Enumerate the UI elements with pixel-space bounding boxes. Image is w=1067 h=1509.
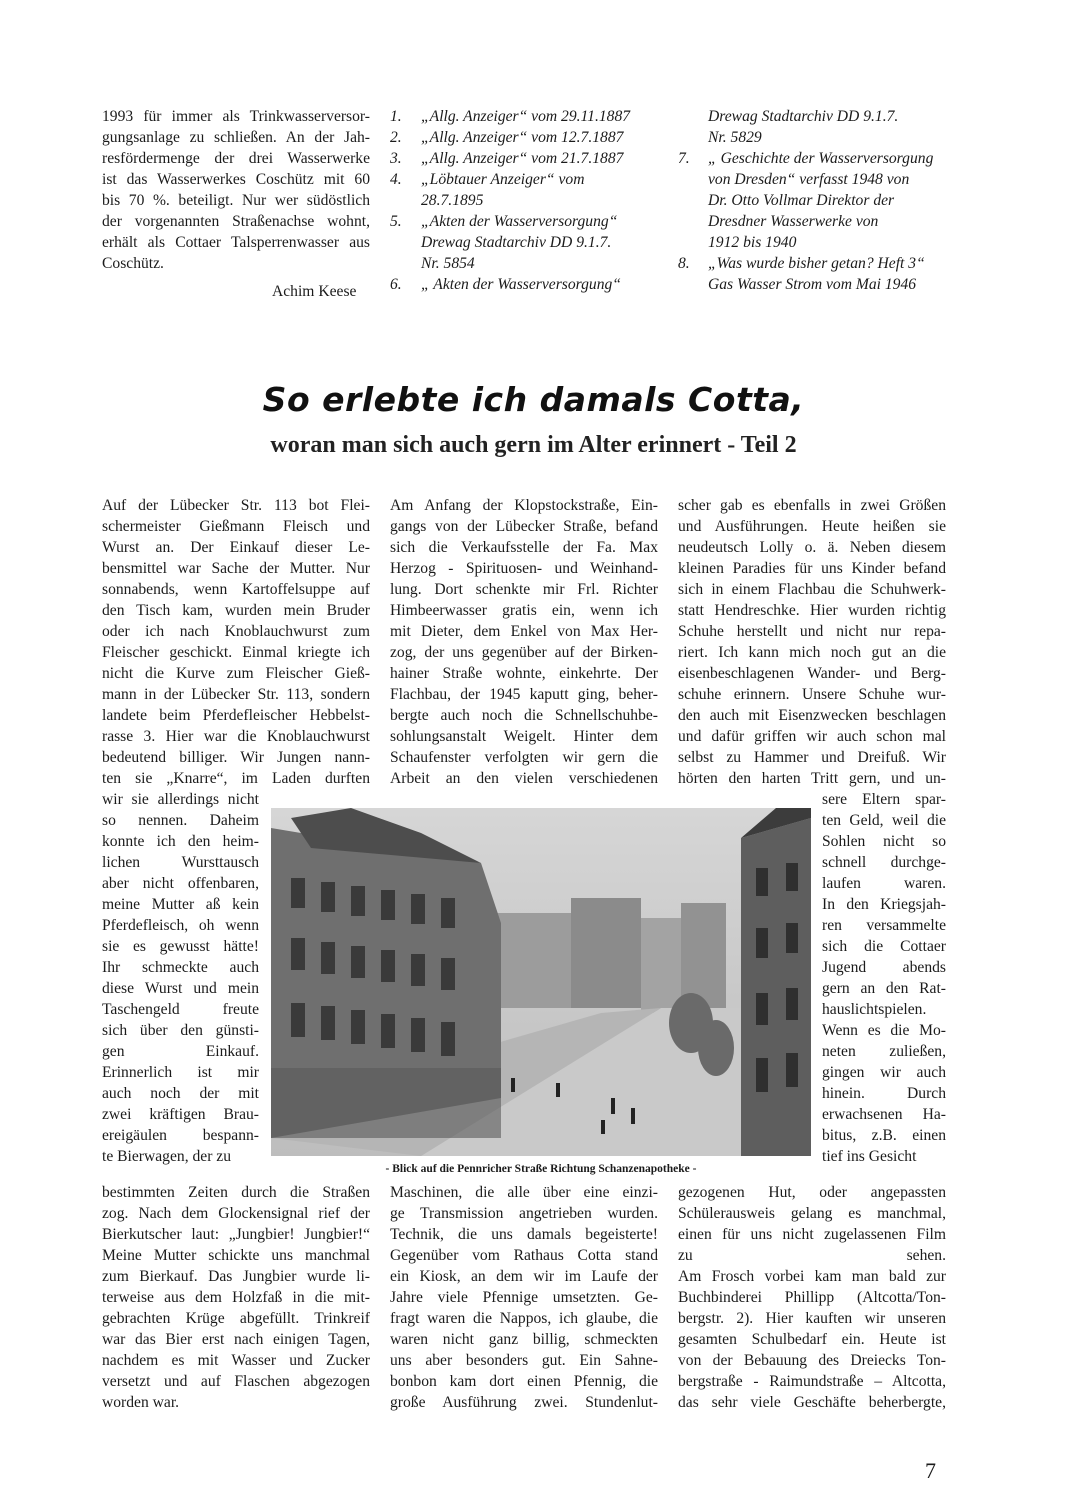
reference-number: 2. bbox=[390, 129, 402, 146]
reference-text: „Löbtauer Anzeiger“ vom bbox=[421, 171, 585, 188]
text-line: das sehr viele Geschäfte beherbergte, bbox=[678, 1394, 946, 1411]
reference-text: „Allg. Anzeiger“ vom 21.7.1887 bbox=[421, 150, 624, 167]
reference-text: „Allg. Anzeiger“ vom 12.7.1887 bbox=[421, 129, 624, 146]
text-line: oder ich nach Knoblauchwurst zum bbox=[102, 623, 370, 640]
text-line: Arbeit an den vielen verschiedenen bbox=[390, 770, 658, 787]
reference-text: „ Geschichte der Wasserversorgung bbox=[708, 150, 934, 167]
text-line: hainer Straße wohnte, einkehrte. Der bbox=[390, 665, 658, 682]
text-line: rasse 3. Hier war die Knoblauchwurst bbox=[102, 728, 370, 745]
text-line: schermeister Gießmann Fleisch und bbox=[102, 518, 370, 535]
text-line: Technik, die uns damals begeisterte! bbox=[390, 1226, 658, 1243]
text-line: bis 70 %. beteiligt. Nur wer südöstlich bbox=[102, 192, 370, 209]
reference-text: Nr. 5854 bbox=[421, 255, 475, 272]
text-line: Pferdefleisch, oh wenn bbox=[102, 917, 259, 934]
text-line: Coschütz. bbox=[102, 255, 164, 272]
text-line: ge Transmission angetrieben wurden. bbox=[390, 1205, 658, 1222]
text-line: ten sie „Knarre“, im Laden durften bbox=[102, 770, 370, 787]
text-line: aber nicht offenbaren, bbox=[102, 875, 259, 892]
reference-text: von Dresden“ verfasst 1948 von bbox=[708, 171, 910, 188]
text-line: sich die Cottaer bbox=[822, 938, 946, 955]
text-line: zog, der uns gegenüber auf der Birken- bbox=[390, 644, 658, 661]
reference-text: 1912 bis 1940 bbox=[708, 234, 797, 251]
text-line: lung. Dort schenkte mir Frl. Richter bbox=[390, 581, 658, 598]
text-line: Am Frosch vorbei kam man bald zur bbox=[678, 1268, 946, 1285]
text-line: bonbon kam dort einen Pfennig, die bbox=[390, 1373, 658, 1390]
text-line: In den Kriegsjah- bbox=[822, 896, 946, 913]
text-line: gungsanlage zu schließen. An der Jah- bbox=[102, 129, 370, 146]
text-line: sonnabends, wenn Kartoffelsuppe auf bbox=[102, 581, 370, 598]
text-line: Flachbau, der 1945 kaputt ging, beher- bbox=[390, 686, 658, 703]
text-line: sere Eltern spar- bbox=[822, 791, 946, 808]
text-line: 1993 für immer als Trinkwasserversor- bbox=[102, 108, 370, 125]
text-line: hauslichtspielen. bbox=[822, 1001, 927, 1018]
text-line: der vorgenannten Straßenachse wohnt, bbox=[102, 213, 370, 230]
text-line: riert. Ich kann mich noch gut an die bbox=[678, 644, 946, 661]
reference-text: Drewag Stadtarchiv DD 9.1.7. bbox=[421, 234, 612, 251]
text-line: von der Bebauung des Dreiecks Ton- bbox=[678, 1352, 946, 1369]
reference-number: 8. bbox=[678, 255, 690, 272]
text-line: kleinen Paradies für uns Kinder befand bbox=[678, 560, 946, 577]
text-line: ren versammelte bbox=[822, 917, 946, 934]
page-number: 7 bbox=[925, 1458, 936, 1483]
text-line: hinein. Durch bbox=[822, 1085, 946, 1102]
text-line: Gegenüber vom Rathaus Cotta stand bbox=[390, 1247, 658, 1264]
text-line: gebrachten Krüge abgefüllt. Trinkreif bbox=[102, 1310, 370, 1327]
reference-text: Dr. Otto Vollmar Direktor der bbox=[708, 192, 895, 209]
text-line: lichen Wursttausch bbox=[102, 854, 259, 871]
text-line: versetzt und auf Flaschen abgezogen bbox=[102, 1373, 370, 1390]
text-line: Am Anfang der Klopstockstraße, Ein- bbox=[390, 497, 658, 514]
text-line: konnte ich den heim- bbox=[102, 833, 259, 850]
text-line: nicht die Kurve zum Fleischer Gieß- bbox=[102, 665, 370, 682]
text-line: laufen waren. bbox=[822, 875, 946, 892]
text-line: diese Wurst und mein bbox=[102, 980, 259, 997]
text-line: terweise aus dem Holzfaß in die mit- bbox=[102, 1289, 370, 1306]
text-line: ein Kiosk, an dem wir im Laufe der bbox=[390, 1268, 658, 1285]
text-line: resfördermenge der drei Wasserwerke bbox=[102, 150, 370, 167]
reference-number: 1. bbox=[390, 108, 402, 125]
text-line: statt Hendreschke. Hier wurden richtig bbox=[678, 602, 946, 619]
text-line: Ihr schmeckte auch bbox=[102, 959, 259, 976]
text-line: Sohlen nicht so bbox=[822, 833, 946, 850]
text-line: Schülerausweis gelang es manchmal, bbox=[678, 1205, 946, 1222]
text-line: ten Geld, weil die bbox=[822, 812, 946, 829]
text-line: Wenn es die Mo- bbox=[822, 1022, 946, 1039]
reference-text: Drewag Stadtarchiv DD 9.1.7. bbox=[708, 108, 899, 125]
photo-caption: - Blick auf die Pennricher Straße Richtung Schanzenapotheke - bbox=[385, 1163, 697, 1175]
text-line: gen Einkauf. bbox=[102, 1043, 259, 1060]
text-line: bergstr. 2). Hier kauften wir unseren bbox=[678, 1310, 946, 1327]
text-line: zog. Nach dem Glockensignal rief der bbox=[102, 1205, 370, 1222]
text-line: gern an den Rat- bbox=[822, 980, 946, 997]
reference-text: Gas Wasser Strom vom Mai 1946 bbox=[708, 276, 917, 293]
text-line: nachdem es mit Wasser und Zucker bbox=[102, 1352, 370, 1369]
text-line: ist das Wasserwerkes Coschütz mit 60 bbox=[102, 171, 370, 188]
text-line: Bierkutscher laut: „Jungbier! Jungbier!“ bbox=[102, 1226, 370, 1243]
reference-text: „Allg. Anzeiger“ vom 29.11.1887 bbox=[421, 108, 631, 125]
text-line: zwei kräftigen Brau- bbox=[102, 1106, 259, 1123]
reference-number: 6. bbox=[390, 276, 402, 293]
text-line: eisenbeschlagenen Wander- und Berg- bbox=[678, 665, 946, 682]
text-line: waren nicht ganz billig, schmeckten bbox=[390, 1331, 658, 1348]
text-line: große Ausführung zwei. Stundenlut- bbox=[390, 1394, 658, 1411]
text-line: scher gab es ebenfalls in zwei Größen bbox=[678, 497, 946, 514]
text-line: sohlungsanstalt Weigelt. Hinter dem bbox=[390, 728, 658, 745]
reference-number: 5. bbox=[390, 213, 402, 230]
text-line: ereigäulen bespann- bbox=[102, 1127, 259, 1144]
reference-text: „Was wurde bisher getan? Heft 3“ bbox=[708, 255, 925, 272]
text-line: Herzog - Spirituosen- und Weinhand- bbox=[390, 560, 658, 577]
text-line: worden war. bbox=[102, 1394, 180, 1411]
text-line: sich die Verkaufsstelle der Fa. Max bbox=[390, 539, 658, 556]
text-line: schuhe erinnern. Unsere Schuhe wur- bbox=[678, 686, 946, 703]
text-line: zum Bierkauf. Das Jungbier wurde li- bbox=[102, 1268, 370, 1285]
text-line: gingen wir auch bbox=[822, 1064, 946, 1081]
text-line: erhält als Cottaer Talsperrenwasser aus bbox=[102, 234, 370, 251]
text-line: Jugend abends bbox=[822, 959, 946, 976]
text-line: uns aber besonders gut. Ein Sahne- bbox=[390, 1352, 658, 1369]
text-line: erwachsenen Ha- bbox=[822, 1106, 946, 1123]
text-line: einen für uns nicht zugelassenen Film bbox=[678, 1226, 946, 1243]
text-line: zu sehen. bbox=[678, 1247, 946, 1264]
text-line: gezogenen Hut, oder angepassten bbox=[678, 1184, 946, 1201]
text-line: sie es gewusst hätte! bbox=[102, 938, 259, 955]
text-line: Schuhe herstellt und nicht nur repa- bbox=[678, 623, 946, 640]
text-line: mit Dieter, dem Enkel von Max Her- bbox=[390, 623, 658, 640]
text-line: Jahre viele Pfennige umsetzten. Ge- bbox=[390, 1289, 658, 1306]
text-line: bergstraße - Raimundstraße – Altcotta, bbox=[678, 1373, 946, 1390]
author-name: Achim Keese bbox=[272, 283, 357, 300]
reference-text: Nr. 5829 bbox=[708, 129, 762, 146]
text-line: Fleischer geschickt. Einmal kriegte ich bbox=[102, 644, 370, 661]
reference-text: Dresdner Wasserwerke von bbox=[708, 213, 879, 230]
text-line: Taschengeld freute bbox=[102, 1001, 259, 1018]
text-line: bestimmten Zeiten durch die Straßen bbox=[102, 1184, 370, 1201]
text-line: neudeutsch Lolly o. ä. Neben diesem bbox=[678, 539, 946, 556]
text-line: bedeutend billiger. Wir Jungen nann- bbox=[102, 749, 370, 766]
text-line: bitus, z.B. einen bbox=[822, 1127, 946, 1144]
text-line: war das Bier erst nach einigen Tagen, bbox=[102, 1331, 370, 1348]
text-line: den Tisch kam, wurden mein Bruder bbox=[102, 602, 370, 619]
text-line: gesamten Schulbedarf ein. Heute ist bbox=[678, 1331, 946, 1348]
text-line: wir sie allerdings nicht bbox=[102, 791, 259, 808]
text-line: tief ins Gesicht bbox=[822, 1148, 917, 1165]
text-line: Schaufenster verfolgten wir gern die bbox=[390, 749, 658, 766]
text-line: hörten den harten Tritt gern, und un- bbox=[678, 770, 946, 787]
article-subtitle: woran man sich auch gern im Alter erinnert - Teil 2 bbox=[270, 432, 797, 458]
reference-text: „ Akten der Wasserversorgung“ bbox=[421, 276, 621, 293]
text-line: Auf der Lübecker Str. 113 bot Flei- bbox=[102, 497, 370, 514]
text-line: und Ausführungen. Heute heißen sie bbox=[678, 518, 946, 535]
text-line: Himbeerwasser gratis ein, wenn ich bbox=[390, 602, 658, 619]
reference-number: 4. bbox=[390, 171, 402, 188]
article-title: So erlebte ich damals Cotta, bbox=[262, 380, 805, 419]
text-line: landete beim Pferdefleischer Hebbelst- bbox=[102, 707, 370, 724]
text-line: auch noch der mit bbox=[102, 1085, 259, 1102]
street-photo-drawing bbox=[271, 808, 811, 1156]
text-line: meine Mutter aß kein bbox=[102, 896, 259, 913]
text-line: mann in der Lübecker Str. 113, sondern bbox=[102, 686, 370, 703]
text-line: bensmittel war Sache der Mutter. Nur bbox=[102, 560, 370, 577]
text-line: selbst zu Hammer und Dreifuß. Wir bbox=[678, 749, 946, 766]
text-line: Meine Mutter schickte uns manchmal bbox=[102, 1247, 370, 1264]
text-line: so nennen. Daheim bbox=[102, 812, 259, 829]
reference-text: „Akten der Wasserversorgung“ bbox=[421, 213, 618, 230]
reference-number: 3. bbox=[390, 150, 402, 167]
text-line: Erinnerlich ist mir bbox=[102, 1064, 259, 1081]
text-line: Maschinen, die alle über eine einzi- bbox=[390, 1184, 658, 1201]
text-line: Wurst an. Der Einkauf dieser Le- bbox=[102, 539, 370, 556]
text-line: und dafür griffen wir auch schon mal bbox=[678, 728, 946, 745]
text-line: neten zuließen, bbox=[822, 1043, 946, 1060]
text-line: sich über den günsti- bbox=[102, 1022, 259, 1039]
text-line: fragt waren die Nappos, ich glaube, die bbox=[390, 1310, 658, 1327]
text-line: sich in einem Flachbau die Schuhwerk- bbox=[678, 581, 946, 598]
text-line: den auch mit Eisenzwecken beschlagen bbox=[678, 707, 946, 724]
street-photo bbox=[271, 808, 811, 1156]
text-line: schnell durchge- bbox=[822, 854, 946, 871]
text-line: te Bierwagen, der zu bbox=[102, 1148, 232, 1165]
reference-number: 7. bbox=[678, 150, 690, 167]
text-line: gangs von der Lübecker Straße, befand bbox=[390, 518, 658, 535]
reference-text: 28.7.1895 bbox=[421, 192, 484, 209]
text-line: Buchbinderei Phillipp (Altcotta/Ton- bbox=[678, 1289, 946, 1306]
text-line: bergte auch noch die Schnellschuhbe- bbox=[390, 707, 658, 724]
